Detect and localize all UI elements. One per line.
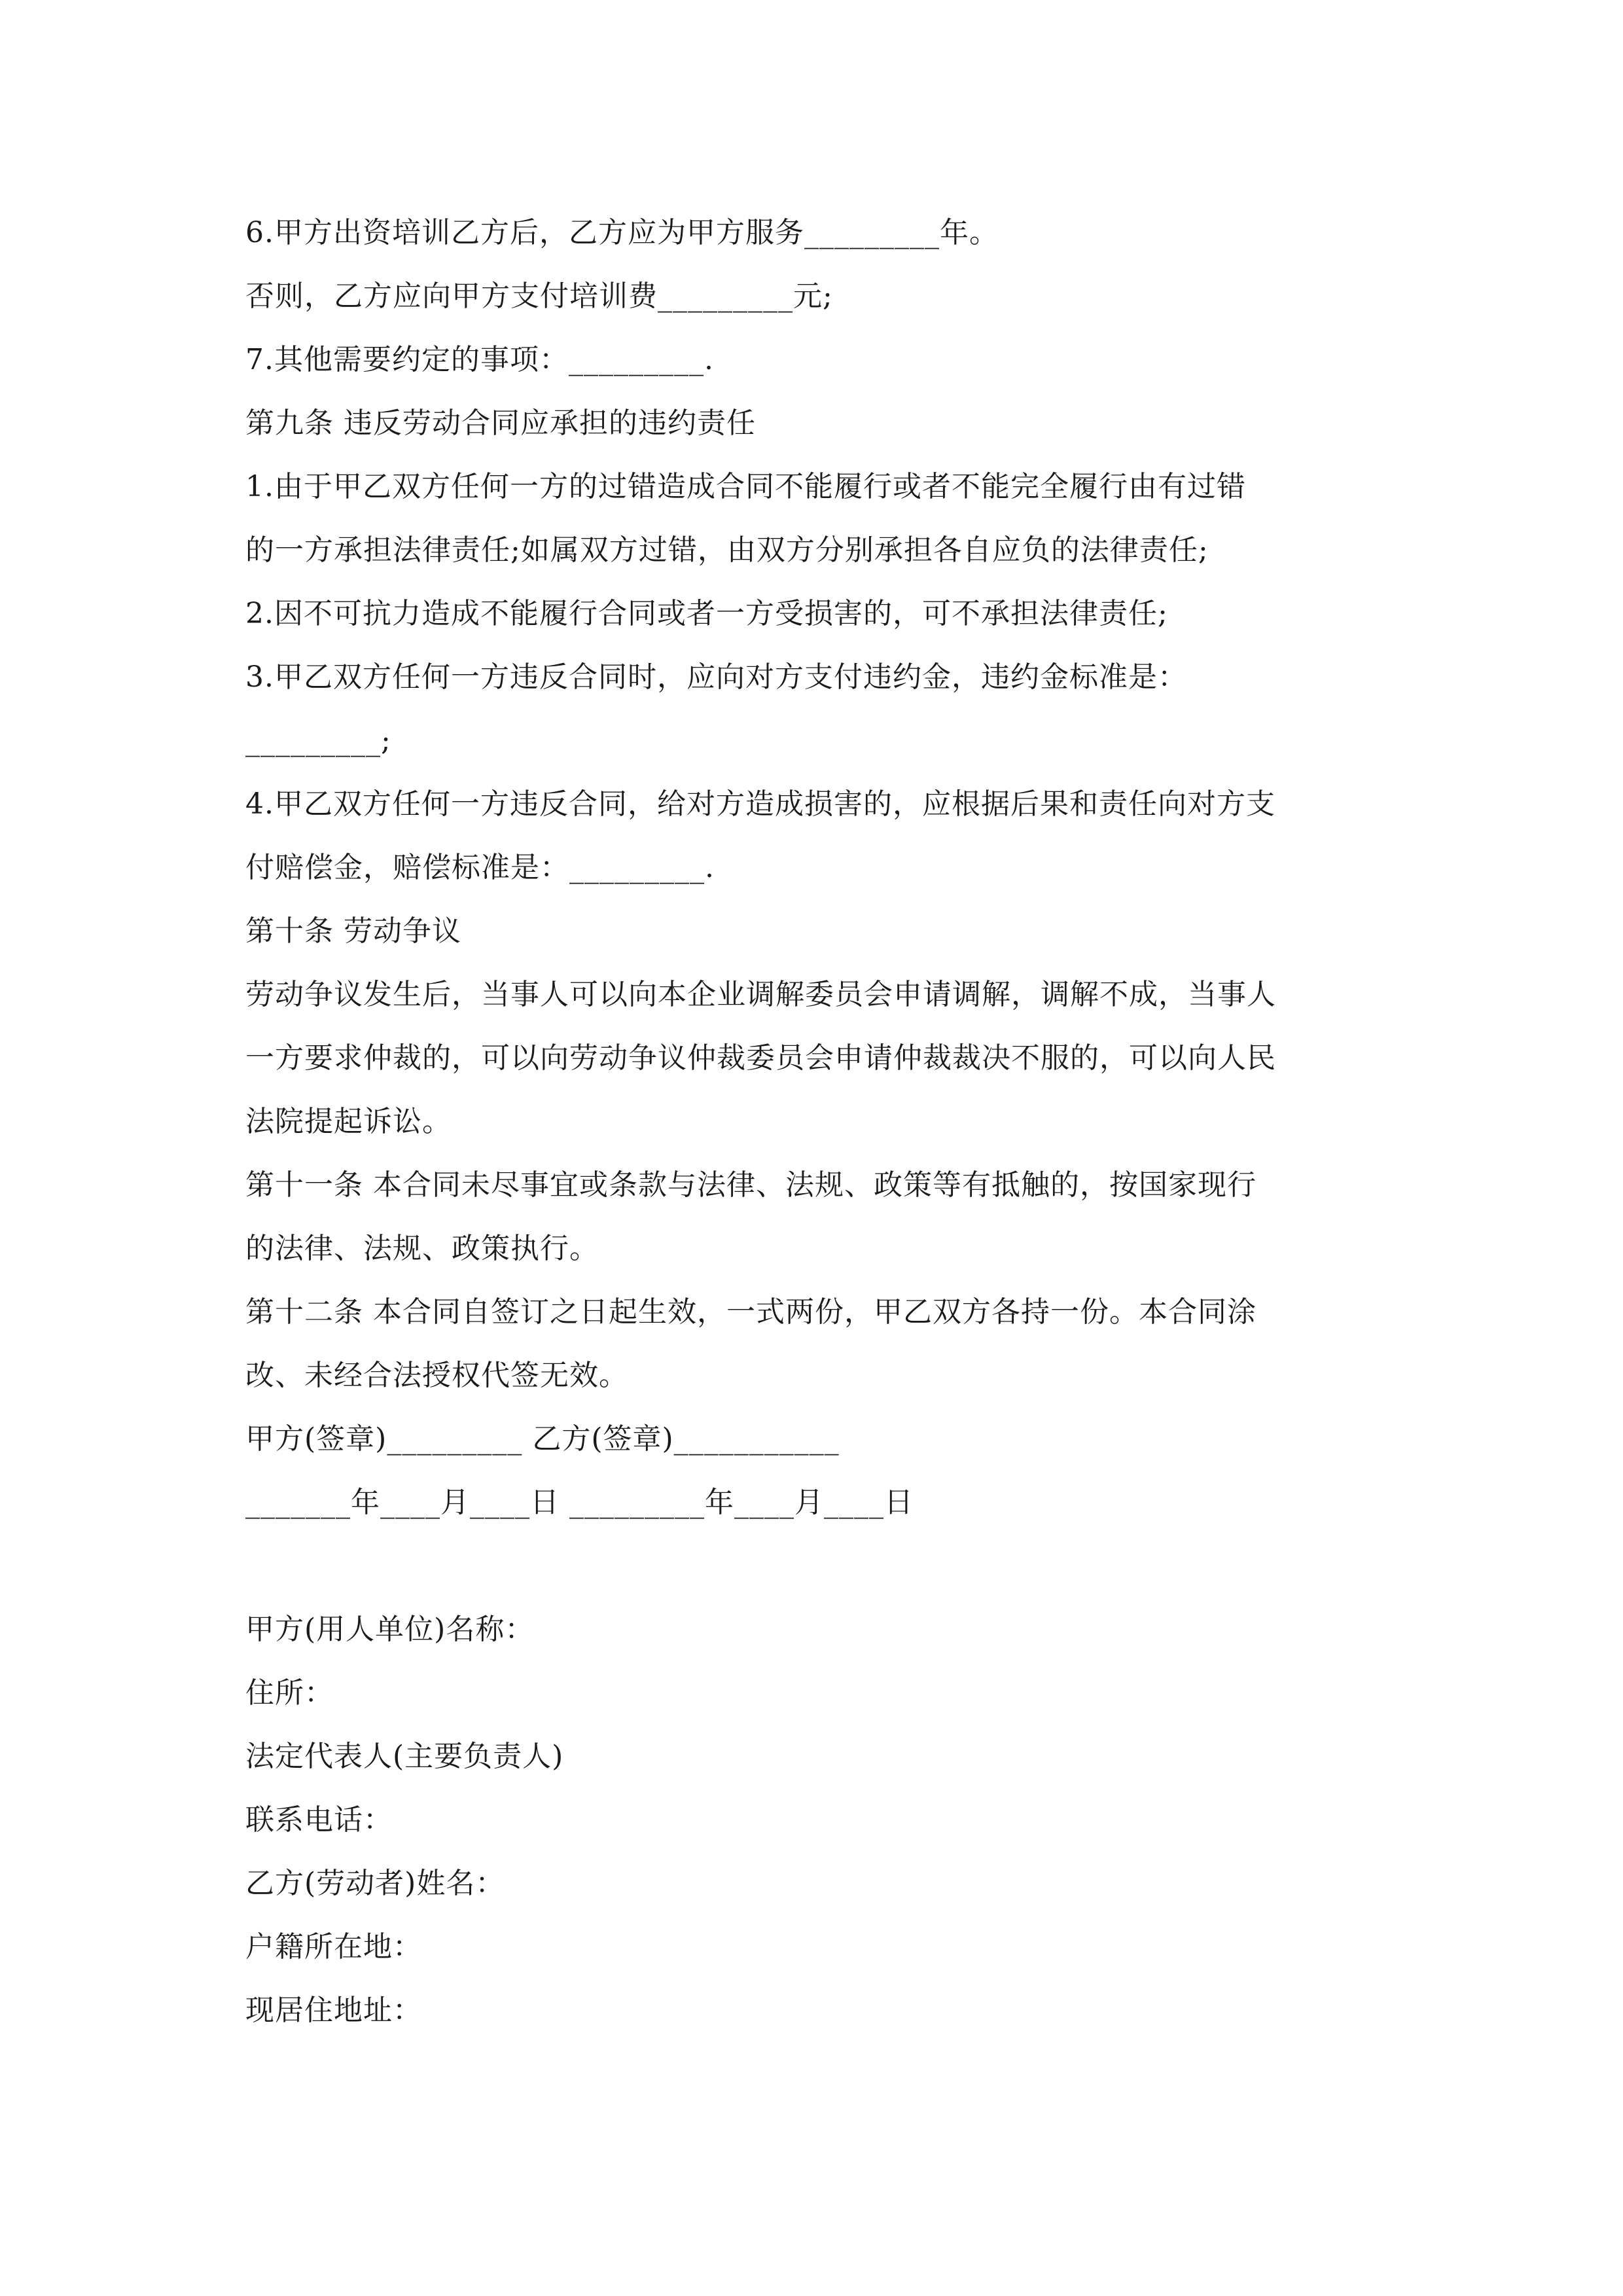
contact-phone-label: 联系电话： [245, 1803, 393, 1837]
article-10-line-2: 一方要求仲裁的，可以向劳动争议仲裁委员会申请仲裁裁决不服的，可以向人民 [245, 1041, 1276, 1075]
article-10-line-3: 法院提起诉讼。 [245, 1105, 452, 1138]
article-9-item-1-line-2: 的一方承担法律责任;如属双方过错，由双方分别承担各自应负的法律责任; [245, 533, 1209, 567]
clause-other-matters: 7.其他需要约定的事项：_________. [245, 343, 714, 376]
article-9-item-4-line-1: 4.甲乙双方任何一方违反合同，给对方造成损害的，应根据后果和责任向对方支 [245, 787, 1275, 821]
article-9-item-3-line-1: 3.甲乙双方任何一方违反合同时，应向对方支付违约金，违约金标准是： [245, 660, 1187, 694]
document-body [245, 201, 1378, 2042]
article-9-item-1-line-1: 1.由于甲乙双方任何一方的过错造成合同不能履行或者不能完全履行由有过错 [245, 470, 1246, 503]
article-9-heading: 第九条 违反劳动合同应承担的违约责任 [245, 406, 756, 440]
article-9-item-2: 2.因不可抗力造成不能履行合同或者一方受损害的，可不承担法律责任; [245, 597, 1168, 630]
employer-name-label: 甲方(用人单位)名称： [245, 1613, 535, 1646]
clause-training-fee: 否则，乙方应向甲方支付培训费_________元; [245, 279, 833, 313]
employer-address-label: 住所： [245, 1676, 334, 1710]
section-spacer [245, 1534, 1378, 1598]
article-12-line-2: 改、未经合法授权代签无效。 [245, 1359, 628, 1392]
current-address-label: 现居住地址： [245, 1994, 422, 2027]
legal-representative-label: 法定代表人(主要负责人) [245, 1740, 564, 1773]
signature-line: 甲方(签章)_________ 乙方(签章)___________ [245, 1422, 840, 1456]
article-10-line-1: 劳动争议发生后，当事人可以向本企业调解委员会申请调解，调解不成，当事人 [245, 978, 1276, 1011]
household-registration-label: 户籍所在地： [245, 1930, 422, 1964]
article-11-line-1: 第十一条 本合同未尽事宜或条款与法律、法规、政策等有抵触的，按国家现行 [245, 1168, 1257, 1202]
article-11-line-2: 的法律、法规、政策执行。 [245, 1232, 599, 1265]
employee-name-label: 乙方(劳动者)姓名： [245, 1867, 505, 1900]
article-10-heading: 第十条 劳动争议 [245, 914, 461, 948]
date-line: _______年____月____日 _________年____月____日 [245, 1486, 914, 1519]
article-9-item-4-line-2: 付赔偿金，赔偿标准是：_________. [245, 851, 715, 884]
article-9-item-3-line-2: _________; [245, 724, 391, 757]
clause-training-service: 6.甲方出资培训乙方后，乙方应为甲方服务_________年。 [245, 216, 999, 249]
article-12-line-1: 第十二条 本合同自签订之日起生效，一式两份，甲乙双方各持一份。本合同涂 [245, 1295, 1257, 1329]
